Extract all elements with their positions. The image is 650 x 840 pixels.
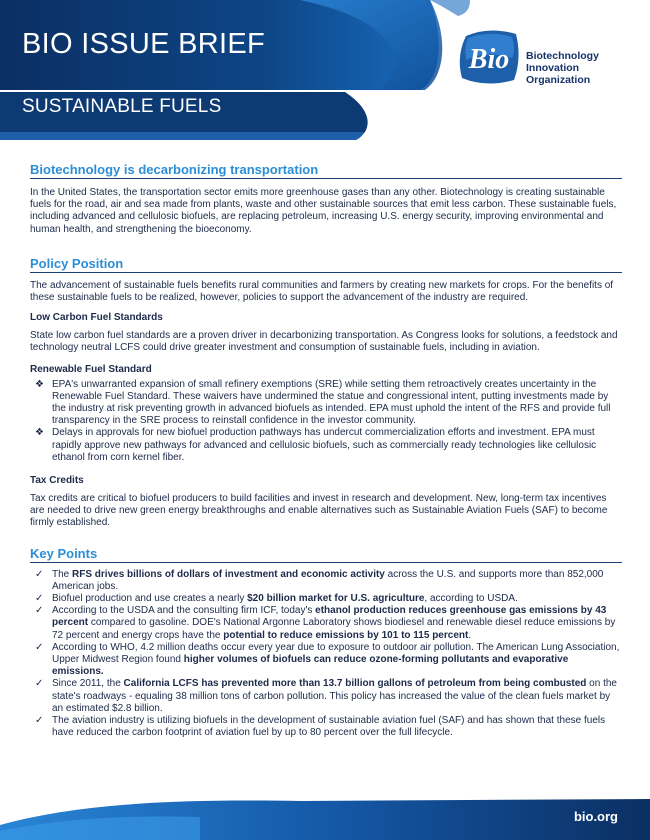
lcfs-paragraph: State low carbon fuel standards are a proven driver in decarbonizing transportation. As Congress looks for solutions, a feedstock and technology neutral LCFS could drive greater investment and consumption of sustainable fuels, including in aviation. [30,330,618,354]
policy-paragraph: The advancement of sustainable fuels benefits rural communities and farmers by creating new markets for crops. For the benefits of these sustainable fuels to be realized, however, policies to support the advancement of the industry are required. [30,279,614,304]
check-bullet-icon: ✓ [35,678,44,690]
org-name-line1: Biotechnology [526,50,599,62]
key-point-text: on the state's roadways - equaling 38 million tons of carbon pollution. This policy has increased the value of the clean fuels market by an estimated $2.8 billion. [52,678,617,714]
brief-title: BIO ISSUE BRIEF [22,28,265,60]
check-bullet-icon: ✓ [35,641,44,653]
rfs-heading: Renewable Fuel Standard [30,363,152,375]
footer-banner [0,795,650,840]
key-point-emphasis: ethanol production reduces greenhouse gas emissions by 43 percent [52,605,607,629]
key-point-text: According to WHO, 4.2 million deaths occur every year due to exposure to outdoor air pollution. The American Lung Association, Upper Midwest Region found [52,641,620,666]
footer-website-link[interactable]: bio.org [573,809,618,824]
diamond-bullet-icon: ❖ [35,427,44,439]
key-point-text: . [468,629,472,641]
key-point-text: compared to gasoline. DOE's National Argonne Laboratory shows biodiesel and renewable diesel reduce emissions by 72 percent and energy crops have the [52,617,616,641]
key-point-emphasis: potential to reduce emissions by 101 to 115 percent [223,629,469,641]
footer-background [0,795,650,840]
key-point-item [30,605,622,642]
key-point-emphasis: California LCFS has prevented more than 13.7 billion gallons of petroleum from being combusted [123,678,587,690]
org-name-line3: Organization [526,74,591,86]
intro-paragraph: In the United States, the transportation sector emits more greenhouse gases than any other. Biotechnology is creating sustainable fuels for the road, air and sea made from plants, waste and other sustainable sources that emit less carbon. These sustainable fuels, including advanced and cellulosic biofuels, are replacing petroleum, increasing U.S. energy security, improving environmental and human health, and strengthening the bioeconomy. [30,187,617,235]
key-points-list [30,569,622,740]
tax-heading: Tax Credits [30,475,84,487]
diamond-bullet-icon: ❖ [35,378,44,390]
check-bullet-icon: ✓ [35,605,44,617]
check-bullet-icon: ✓ [35,715,44,727]
check-bullet-icon: ✓ [35,593,44,605]
header-banner [0,0,650,150]
key-points-heading: Key Points [30,546,622,563]
brief-content [30,162,622,740]
key-point-text: Since 2011, the [52,678,124,690]
key-point-emphasis: $20 billion market for U.S. agriculture [247,593,425,605]
key-point-text: The aviation industry is utilizing biofuels in the development of sustainable aviation fuel (SAF) and has shown that these fuels have reduced the carbon footprint of aviation fuel by up to 80 percent over the full lifecycle. [52,715,606,739]
key-point-item [30,715,622,739]
rfs-list-item [30,379,622,428]
brief-subtitle: SUSTAINABLE FUELS [22,96,222,117]
key-point-text: across the U.S. and supports more than 852,000 American jobs. [52,568,604,592]
key-point-text: The [52,568,73,580]
rfs-list [30,379,622,464]
check-bullet-icon: ✓ [35,568,44,580]
key-point-item [30,678,622,715]
intro-heading: Biotechnology is decarbonizing transportation [30,162,622,179]
tax-paragraph: Tax credits are critical to biofuel producers to build facilities and invest in research and development. New, long-term tax incentives are needed to drive new green energy breakthroughs and enable alternatives such as Sustainable Aviation Fuels (SAF) to become firmly established. [30,493,608,529]
policy-heading: Policy Position [30,256,622,273]
key-point-emphasis: higher volumes of biofuels can reduce ozone-forming pollutants and evaporative emissions. [52,654,569,678]
key-point-item [30,642,622,679]
key-point-text: According to the USDA and the consulting firm ICF, today's [52,605,316,617]
org-name [526,50,599,86]
key-point-item [30,569,622,593]
policy-section [30,256,622,530]
lcfs-heading: Low Carbon Fuel Standards [30,312,163,324]
rfs-item-text: EPA's unwarranted expansion of small refinery exemptions (SRE) while setting them retroactively creates uncertainty in the Renewable Fuel Standard. These waivers have undermined the statue and congressional intent, putting investments made by the industry at risk preventing growth in advanced biofuels as intended. EPA must uphold the intent of the RFS and provide full transparency in the SRE process to reinstall confidence in the investor community. [52,378,611,427]
bio-logo-letters: Bio [468,44,510,75]
rfs-item-text: Delays in approvals for new biofuel production pathways has undercut commercialization efforts and investment. EPA must rapidly approve new pathways for advanced and cellulosic biofuels, such as commercially ready technologies like cellulosic ethanol from corn kernel fiber. [52,427,597,463]
bio-logo-mark [456,28,522,86]
key-point-item [30,593,622,605]
org-name-line2: Innovation [526,62,580,74]
key-point-text: , according to USDA. [424,593,518,605]
key-points-section [30,546,622,740]
key-point-text: Biofuel production and use creates a nearly [52,593,248,605]
key-point-emphasis: RFS drives billions of dollars of investment and economic activity [72,568,385,580]
rfs-list-item [30,427,622,464]
intro-section [30,162,622,236]
bio-logo [456,28,636,88]
